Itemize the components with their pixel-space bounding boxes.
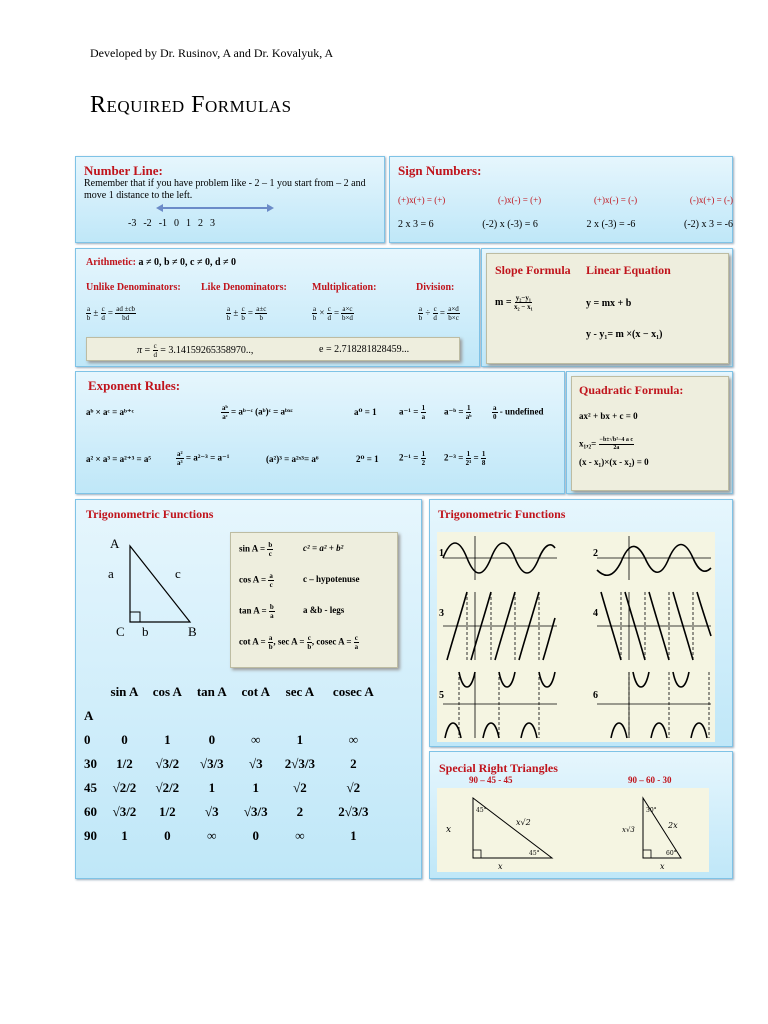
sign-rule: (+)x(+) = (+) <box>398 195 446 205</box>
slope-title: Slope Formula <box>495 263 571 277</box>
exponent-rule: $\frac{a}{0}$ - undefined <box>493 404 544 421</box>
quadratic-panel <box>566 371 733 494</box>
table-cell: 0 <box>164 828 171 843</box>
table-header-cell: A <box>84 708 94 723</box>
table-cell: 90 <box>84 828 97 843</box>
svg-text:2x: 2x <box>668 821 678 830</box>
table-cell: ∞ <box>348 732 358 747</box>
unlike-label: Unlike Denominators: <box>86 282 181 293</box>
graph-number: 1 <box>439 548 444 559</box>
table-cell: 1 <box>350 828 357 843</box>
svg-text:x√2: x√2 <box>516 818 531 827</box>
like-formula: $\frac{a}{b}$ ± $\frac{c}{b}$ = $\frac{a\pm c}{b}$ <box>226 305 267 322</box>
linear-title: Linear Equation <box>586 263 671 277</box>
side-b-label: b <box>142 624 149 639</box>
graph-number: 2 <box>593 548 598 559</box>
sign-numbers-panel <box>389 156 733 243</box>
mult-label: Multiplication: <box>312 282 377 293</box>
number-line-arrow <box>156 203 274 213</box>
table-cell: √3/3 <box>243 804 268 819</box>
trig-graphs-panel <box>429 499 733 747</box>
sin-formula: sin A = $\frac{b}{c}$ <box>239 541 273 558</box>
table-cell: √2/2 <box>112 780 137 795</box>
table-cell: √3/3 <box>199 756 224 771</box>
sign-example: (-2) x 3 = -6 <box>684 219 733 230</box>
cos-formula: cos A = $\frac{a}{c}$ <box>239 572 273 589</box>
number-line-ticks <box>128 218 215 229</box>
table-cell: ∞ <box>295 828 305 843</box>
trig-values-table <box>84 680 384 848</box>
sign-rule: (-)x(-) = (+) <box>498 195 542 205</box>
trig-title: Trigonometric Functions <box>86 507 214 521</box>
tick: 3 <box>210 218 216 229</box>
exponent-title: Exponent Rules: <box>88 378 181 393</box>
e-constant: e = 2.718281828459... <box>319 344 410 355</box>
graph-number: 3 <box>439 608 444 619</box>
table-cell: 1/2 <box>116 756 133 771</box>
linear-equation: y = mx + b <box>586 298 632 309</box>
sign-rule: (-)x(+) = (-) <box>689 195 733 205</box>
svg-text:60°: 60° <box>666 850 677 857</box>
quadratic-box <box>571 376 729 491</box>
exponent-rule: aᵇ × aᶜ = aᵇ⁺ᶜ <box>86 407 135 417</box>
table-cell: 2 <box>296 804 304 819</box>
table-cell: 0 <box>121 732 128 747</box>
table-row <box>84 800 384 824</box>
table-cell: 2√3/3 <box>338 804 369 819</box>
number-line-text: Remember that if you have problem like - 2 – 1 you start from – 2 and move 1 distance to the left. <box>84 178 366 201</box>
table-header-row <box>84 680 384 704</box>
exponent-example: (a²)³ = a²ˣ³= a⁶ <box>266 454 319 464</box>
sign-rules <box>398 195 733 205</box>
table-header-cell: sec A <box>285 684 315 699</box>
slope-box <box>486 253 729 364</box>
vertex-c-label: C <box>116 624 125 639</box>
side-c-label: c <box>175 566 181 581</box>
point-slope-equation: y - y₁= m ×(x − x₁) <box>586 329 663 340</box>
vertex-a-label: A <box>110 536 120 551</box>
pythagoras: c² = a² + b² <box>303 543 344 553</box>
sign-rule: (+)x(-) = (-) <box>593 195 638 205</box>
table-cell: 0 <box>208 732 216 747</box>
exponent-rule: a⁻ᵇ = $\frac{1}{\text{aᵇ}}$ <box>444 404 472 421</box>
svg-text:x: x <box>446 825 452 835</box>
special-right-title: 90 – 60 - 30 <box>628 775 672 785</box>
trig-graphs <box>437 532 715 742</box>
constants-box <box>86 337 460 361</box>
tick: 0 <box>174 218 180 229</box>
number-line-panel <box>75 156 385 243</box>
quadratic-equation: ax² + bx + c = 0 <box>579 411 638 421</box>
table-cell: √3 <box>205 804 219 819</box>
side-a-label: a <box>108 566 114 581</box>
sign-example: 2 x 3 = 6 <box>398 219 434 230</box>
vertex-b-label: B <box>188 624 197 639</box>
table-cell: 1 <box>164 732 171 747</box>
table-row <box>84 752 384 776</box>
table-header-cell: cosec A <box>332 684 374 699</box>
table-cell: √3/2 <box>155 756 180 771</box>
table-row <box>84 728 384 752</box>
arithmetic-panel <box>75 248 480 367</box>
mult-formula: $\frac{a}{b}$ × $\frac{c}{d}$ = $\frac{a\times c}{b\times d}$ <box>312 305 353 322</box>
table-cell: 1 <box>296 732 304 747</box>
table-cell: 2 <box>350 756 357 771</box>
arithmetic-heading <box>86 257 236 268</box>
special-triangle-30-60 <box>616 792 716 872</box>
exponent-example: $\frac{\text{a²}}{\text{a³}}$ = a²⁻³ = a⁻¹ <box>177 450 230 467</box>
hypotenuse-note: c – hypotenuse <box>303 574 360 584</box>
exponent-rule: $\frac{\text{aᵇ}}{\text{aᶜ}}$ = aᵇ⁻ᶜ (aᵇ)ᶜ = aᵇˣᶜ <box>222 404 293 421</box>
sign-example: (-2) x (-3) = 6 <box>482 219 538 230</box>
table-angle-label-row <box>84 704 384 728</box>
table-cell: 1 <box>252 780 260 795</box>
graph-number: 6 <box>593 690 598 701</box>
div-label: Division: <box>416 282 455 293</box>
table-header-cell: sin A <box>110 684 139 699</box>
table-header-cell: tan A <box>196 684 227 699</box>
pi-constant: π = $\frac{c}{d}$ = 3.14159265358970.., <box>137 342 254 359</box>
tick: 1 <box>186 218 192 229</box>
table-cell: 1/2 <box>159 804 176 819</box>
exponent-example: 2⁻³ = $\frac{1}{\text{2³}}$ = $\frac{1}{8}$ <box>444 450 486 467</box>
exponent-example: a² × a³ = a²⁺³ = a⁵ <box>86 454 152 464</box>
sign-example: 2 x (-3) = -6 <box>586 219 636 230</box>
trig-graphs-title: Trigonometric Functions <box>438 507 566 521</box>
tick: -3 <box>128 218 137 229</box>
table-cell: √2/2 <box>155 780 180 795</box>
table-cell: 0 <box>252 828 260 843</box>
tick: -2 <box>143 218 152 229</box>
graph-number: 5 <box>439 690 444 701</box>
graph-number: 4 <box>593 608 598 619</box>
trig-panel <box>75 499 422 879</box>
table-cell: 60 <box>84 804 97 819</box>
tick: 2 <box>198 218 204 229</box>
sign-numbers-title: Sign Numbers: <box>398 163 482 178</box>
table-cell: ∞ <box>207 828 217 843</box>
table-cell: ∞ <box>251 732 261 747</box>
slope-formula: m = $\frac{\text{y₂−y₁}}{\text{x₂ − x₁}}$ <box>495 294 533 311</box>
tan-formula: tan A = $\frac{b}{a}$ <box>239 603 274 620</box>
table-cell: 1 <box>121 828 128 843</box>
cot-sec-cosec-formula: cot A = $\frac{a}{b}$ , sec A = $\frac{c}{b}$ , cosec A = $\frac{c}{a}$ <box>239 634 359 651</box>
table-header-cell <box>84 680 104 704</box>
svg-text:30°: 30° <box>646 807 657 814</box>
table-header-cell: cos A <box>152 684 182 699</box>
special-left-title: 90 – 45 - 45 <box>469 775 513 785</box>
table-row <box>84 776 384 800</box>
quadratic-title: Quadratic Formula: <box>579 383 684 397</box>
svg-text:x: x <box>498 862 503 871</box>
table-cell: √2 <box>346 780 361 795</box>
exponent-rule: a⁰ = 1 <box>354 407 377 417</box>
special-title: Special Right Triangles <box>439 761 558 775</box>
like-label: Like Denominators: <box>201 282 287 293</box>
div-formula: $\frac{a}{b}$ ÷ $\frac{c}{d}$ = $\frac{a\times d}{b\times c}$ <box>418 305 459 322</box>
exponent-rule: a⁻¹ = $\frac{1}{a}$ <box>399 404 426 421</box>
tick: -1 <box>158 218 168 229</box>
credit-line: Developed by Dr. Rusinov, A and Dr. Kovalyuk, A <box>90 46 334 60</box>
arithmetic-conditions: a ≠ 0, b ≠ 0, c ≠ 0, d ≠ 0 <box>138 257 236 268</box>
sign-examples <box>398 219 733 230</box>
svg-text:45°: 45° <box>476 807 487 814</box>
exponent-panel <box>75 371 565 494</box>
unlike-formula: $\frac{a}{b}$ ± $\frac{c}{d}$ = $\frac{ad \pm cb}{bd}$ <box>86 305 136 322</box>
legs-note: a &b - legs <box>303 605 345 615</box>
table-header-cell: cot A <box>241 684 271 699</box>
table-cell: √3/2 <box>112 804 137 819</box>
exponent-example: 2⁰ = 1 <box>356 454 379 464</box>
exponent-example: 2⁻¹ = $\frac{1}{2}$ <box>399 450 426 467</box>
arithmetic-title: Arithmetic: <box>86 257 136 268</box>
quadratic-roots: x₁,₂= $\frac{\text{−b±√b²−4 a c}}{2a}$ <box>579 437 634 451</box>
table-cell: 2√3/3 <box>284 756 316 771</box>
svg-text:45°: 45° <box>529 850 540 857</box>
table-cell: √2 <box>293 780 307 795</box>
quadratic-factored: (x - x₁)×(x - x₂) = 0 <box>579 457 649 467</box>
special-triangles-panel <box>429 751 733 879</box>
table-cell: 1 <box>208 780 216 795</box>
special-triangle-45 <box>440 792 580 872</box>
number-line-title: Number Line: <box>84 163 163 178</box>
svg-text:x√3: x√3 <box>622 826 635 834</box>
table-row <box>84 824 384 848</box>
table-cell: √3 <box>248 756 263 771</box>
table-cell: 45 <box>84 780 97 795</box>
table-cell: 30 <box>84 756 97 771</box>
svg-text:x: x <box>660 862 665 871</box>
trig-formulas-box <box>230 532 398 668</box>
table-cell: 0 <box>84 732 91 747</box>
page-title: Required Formulas <box>90 92 292 118</box>
slope-panel <box>481 248 733 367</box>
right-triangle-diagram <box>122 544 192 624</box>
